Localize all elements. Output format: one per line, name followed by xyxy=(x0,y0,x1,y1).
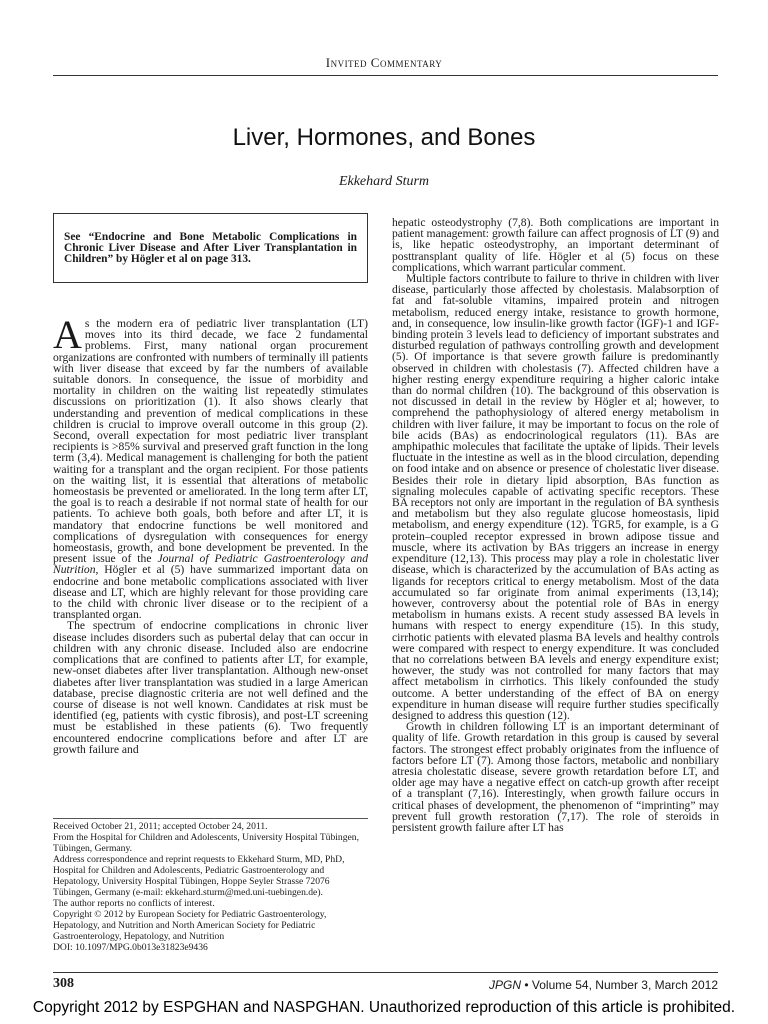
author-name: Ekkehard Sturm xyxy=(338,174,430,189)
right-column xyxy=(392,217,719,833)
footnotes xyxy=(53,821,368,953)
related-article-text: See “Endocrine and Bone Metabolic Complications in Chronic Liver Disease and After Liver Transplantation in Children” by Högler et al on page 313. xyxy=(64,231,357,266)
body-paragraph: The spectrum of endocrine complications in chronic liver disease includes disorders such as pubertal delay that can occur in children with any chronic disease. Included also are endocrine complications that are confined to patients after LT, for example, new-onset diabetes after liver transplantation. Although new-onset diabetes after liver transplantation was studied in a large American database, precise diagnostic criteria are not well defined and the course of disease is not well known. Candidates at risk must be identified (eg, patients with cystic fibrosis), and post-LT screening must be established in these patients (6). Two frequently encountered endocrine complications before and after LT are growth failure and xyxy=(53,619,368,756)
footnote-rule xyxy=(53,818,368,819)
body-paragraph: Growth in children following LT is an important determinant of quality of life. Growth retardation in this group is caused by several factors. The strongest effect probably originates from the influence of factors before LT (7). Among those factors, metabolic and nonbiliary atresia cholestatic disease, severe growth retardation before LT, and older age may have a negative effect on catch-up growth after receipt of a transplant (7,16). Interestingly, when growth failure occurs in critical phases of development, the phenomenon of “imprinting” may prevent full growth restoration (7,17). The role of steroids in persistent growth failure after LT has xyxy=(392,720,719,834)
footnote-received: Received October 21, 2011; accepted October 24, 2011. xyxy=(53,821,268,832)
body-paragraph: Multiple factors contribute to failure to thrive in children with liver disease, particularly those affected by cholestasis. Malabsorption of fat and fat-soluble vitamins, impaired protein and nitrogen metabolism, reduced energy intake, resistance to growth hormone, and, in consequence, low insulin-like growth factor (IGF)-1 and IGF-binding protein 3 levels lead to deficiency of important substrates and disturbed regulation of pathways controlling growth and development (5). Of importance is that severe growth failure is predominantly observed in children with cholestasis (7). Affected children have a higher resting energy expenditure requiring a higher caloric intake than do normal children (10). The background of this observation is not discussed in detail in the review by Högler et al; however, to comprehend the pathophysiology of altered energy metabolism in children with liver failure, it may be important to focus on the role of bile acids (BAs) as endocrinological regulators (11). BAs are amphipathic molecules that facilitate the uptake of lipids. Their levels fluctuate in the intestine as well as in the blood circulation, depending on food intake and on absence or presence of cholestatic liver disease. Besides their role in dietary lipid absorption, BAs function as signaling molecules capable of activating specific receptors. These BA receptors not only are important in the regulation of BA synthesis and metabolism but they also regulate glucose homeostasis, lipid metabolism, and energy expenditure (12). TGR5, for example, is a G protein–coupled receptor expressed in brown adipose tissue and muscle, where its activation by BAs triggers an increase in energy expenditure (12,13). This process may play a role in cholestatic liver disease, which is characterized by the accumulation of BAs acting as ligands for receptors critical to energy metabolism. Most of the data accumulated so far originate from animal experiments (13,14); however, controversy about the potential role of BAs in energy metabolism in humans exists. A recent study assessed BA levels in humans with respect to energy expenditure (15). In this study, cirrhotic patients with elevated plasma BA levels and healthy controls were compared with respect to energy expenditure. It was concluded that no correlations between BA levels and energy expenditure exist; however, the study was not controlled for many factors that may affect metabolism in cirrhotics. This likely confounded the study outcome. A better understanding of the effect of BA on energy expenditure in human disease will require further studies specifically designed to address this question (12). xyxy=(392,272,719,722)
page-number: 308 xyxy=(53,976,74,991)
drop-cap: A xyxy=(53,312,82,357)
footnote-address: Address correspondence and reprint requests to Ekkehard Sturm, MD, PhD, Hospital for Children and Adolescents, Pediatric Gastroenterology and Hepatology, University Hospital Tübingen, Hoppe Seyler Strasse 72076 Tübingen, Germany (e-mail: ekkehard.sturm@med.uni-tuebingen.de). xyxy=(53,854,345,898)
left-column xyxy=(53,312,369,756)
copyright-banner: Copyright 2012 by ESPGHAN and NASPGHAN. Unauthorized reproduction of this article is prohibited. xyxy=(32,999,736,1016)
journal-citation: JPGN • Volume 54, Number 3, March 2012 xyxy=(489,978,718,992)
section-label: Invited Commentary xyxy=(325,55,443,70)
journal-name: Journal of Pediatric Gastroenterology and Nutrition xyxy=(53,552,369,577)
article-title: Liver, Hormones, and Bones xyxy=(232,124,536,151)
footnote-copyright: Copyright © 2012 by European Society for Pediatric Gastroenterology, Hepatology, and Nutrition and North American Society for Pediatric Gastroenterology, Hepatology, and Nutrition xyxy=(53,909,327,942)
footnote-affiliation: From the Hospital for Children and Adolescents, University Hospital Tübingen, Tübingen, Germany. xyxy=(53,832,359,854)
footnote-doi: DOI: 10.1097/MPG.0b013e31823e9436 xyxy=(53,942,208,953)
related-article-box xyxy=(53,213,368,283)
footer-rule xyxy=(53,972,718,973)
body-paragraph: hepatic osteodystrophy (7,8). Both complications are important in patient management: growth failure can affect prognosis of LT (9) and is, like hepatic osteodystrophy, an important determinant of posttransplant quality of life. Högler et al (5) focus on these complications, which warrant particular comment. xyxy=(392,216,719,274)
footnote-conflicts: The author reports no conflicts of interest. xyxy=(53,898,215,909)
header-rule xyxy=(53,75,718,76)
intro-paragraph: As the modern era of pediatric liver transplantation (LT) moves into its third decade, we face 2 fundamental problems. First, many national organ procurement organizations are confronted with numbers of terminally ill patients with liver disease that exceed by far the numbers of available suitable donors. In consequence, the issue of morbidity and mortality in children on the waiting list repeatedly stimulates discussions on prioritization (1). It also shows clearly that understanding and prevention of medical complications in these children is crucial to improve overall outcome in this group (2). Second, overall expectation for most pediatric liver transplant recipients is >85% survival and preserved graft function in the long term (3,4). Medical management is challenging for both the patient waiting for a transplant and the organ recipient. For those patients on the waiting list, it is essential that alterations of metabolic homeostasis be prevented or ameliorated. In the long term after LT, the goal is to reach a desirable if not normal state of health for our patients. To achieve both goals, both before and after LT, it is mandatory that endocrine functions be well monitored and complications of dysregulation with consequences for energy homeostasis, growth, and bone development be prevented. In the present issue of the Journal of Pediatric Gastroenterology and Nutrition, Högler et al (5) have summarized important data on endocrine and bone metabolic complications associated with liver disease and LT, which are highly relevant for those providing care to the child with chronic liver disease or to the recipient of a transplanted organ. xyxy=(53,312,369,622)
